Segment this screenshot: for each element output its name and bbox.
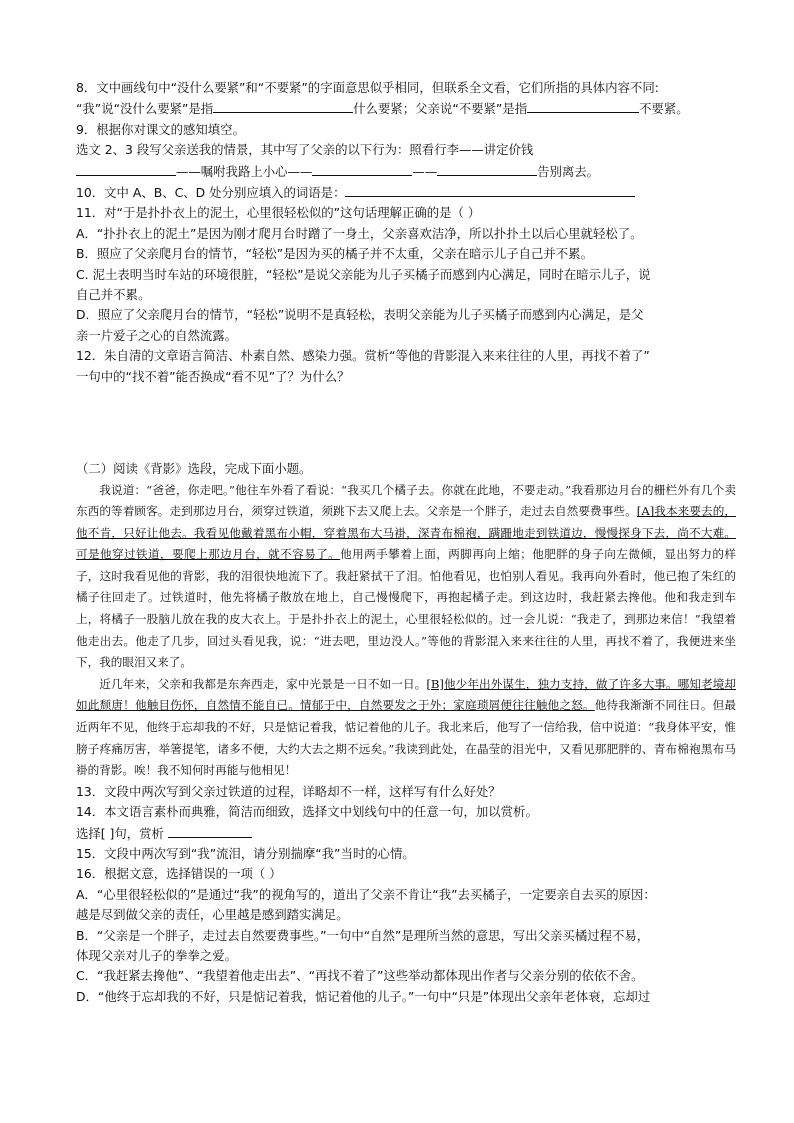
question-14-answer: 选择[ ]句，赏析	[76, 823, 736, 844]
answer-blank[interactable]	[437, 161, 537, 176]
answer-blank[interactable]	[76, 161, 176, 176]
question-15: 15．文段中两次写到“我”流泪，请分别揣摩“我”当时的心情。	[76, 846, 415, 862]
question-11-option-d[interactable]: D．照应了父亲爬月台的情节，“轻松”说明不是真轻松，表明父亲能为儿子买橘子而感到内心满足，是父	[76, 307, 644, 323]
question-9-blanks: ——嘱咐我路上小心—— —— 告别离去。	[76, 161, 736, 182]
answer-blank[interactable]	[213, 98, 353, 113]
section-2-heading: （二）阅读《背影》选段，完成下面小题。	[76, 461, 312, 477]
question-16-option-a-cont: 越是尽到做父亲的责任，心里越是感到踏实满足。	[76, 907, 349, 923]
answer-blank[interactable]	[345, 182, 635, 197]
question-10: 10．文中 A、B、C、D 处分别应填入的词语是：	[76, 182, 736, 203]
question-11-option-d-cont: 亲一片爱子之心的自然流露。	[76, 327, 238, 343]
question-11-option-c[interactable]: C. 泥土表明当时车站的环境很脏，“轻松”是说父亲能为儿子买橘子而感到内心满足，同时在暗示儿子，说	[76, 266, 651, 282]
question-8-line2: “我”说“没什么要紧”是指 什么要紧；父亲说“不要紧”是指 不要紧。	[76, 98, 736, 119]
question-12: 12．朱自清的文章语言简洁、朴素自然、感染力强。赏析“等他的背影混入来来往往的人里，再找不着了”	[76, 348, 650, 364]
question-14: 14．本文语言素朴而典雅，简洁而细致，选择文中划线句中的任意一句，加以赏析。	[76, 804, 538, 820]
question-16-option-b-cont: 体现父亲对儿子的拳拳之爱。	[76, 948, 238, 964]
question-12-cont: 一句中的“找不着”能否换成“看不见”了？为什么？	[76, 368, 350, 384]
question-16-option-c[interactable]: C．“我赶紧去搀他”、“我望着他走出去”、“再找不着了”这些举动都体现出作者与父亲分别的依依不舍。	[76, 968, 644, 984]
question-16-option-a[interactable]: A．“心里很轻松似的”是通过“我”的视角写的，道出了父亲不肯让“我”去买橘子，一定要亲自去买的原因：	[76, 886, 656, 902]
underlined-sentence-a: [A]我本来要去的，他不肯，只好让他去。我看见他戴着黑布小帽，穿着黑布大马褂，深青布棉袍，蹒跚地走到铁道边，慢慢探身下去，尚不大难。可是他穿过铁道，要爬上那边月台，就不容易了。	[76, 504, 736, 562]
question-16: 16．根据文意，选择错误的一项（ ）	[76, 866, 282, 882]
answer-blank[interactable]	[527, 98, 639, 113]
question-11-option-b[interactable]: B．照应了父亲爬月台的情节，“轻松”是因为买的橘子并不太重，父亲在暗示儿子自己并不累。	[76, 246, 593, 262]
question-9: 9．根据你对课文的感知填空。	[76, 121, 245, 137]
passage-paragraph-2: 近几年来，父亲和我都是东奔西走，家中光景是一日不如一日。[B]他少年出外谋生，独力支持，做了许多大事。哪知老境却如此颓唐！他触目伤怀，自然情不能自已。情郁于中，自然要发之于外；家庭琐屑便往往触他之怒。他待我渐渐不同往日。但最近两年不见，他终于忘却我的不好，只是惦记着我，惦记着他的儿子。我北来后，他写了一信给我，信中说道：“我身体平安，惟膀子疼痛厉害，举箸提笔，诸多不便，大约大去之期不远矣。”我读到此处，在晶莹的泪光中，又看见那肥胖的、青布棉袍黑布马褂的背影。唉！我不知何时再能与他相见！	[76, 676, 736, 778]
question-11-option-c-cont: 自己并不累。	[76, 287, 151, 303]
answer-blank[interactable]	[312, 161, 412, 176]
answer-space	[76, 387, 736, 459]
question-11-option-a[interactable]: A．“扑扑衣上的泥土”是因为刚才爬月台时蹭了一身土，父亲喜欢洁净，所以扑扑土以后心里就轻松了。	[76, 225, 643, 241]
question-16-option-b[interactable]: B．“父亲是一个胖子，走过去自然要费事些。”一句中“自然”是理所当然的意思，写出父亲买橘过程不易，	[76, 927, 650, 943]
underlined-sentence-b: [B]他少年出外谋生，独力支持，做了许多大事。哪知老境却如此颓唐！他触目伤怀，自然情不能自已。情郁于中，自然要发之于外；家庭琐屑便往往触他之怒。	[76, 676, 736, 713]
worksheet-page	[76, 78, 736, 1007]
question-16-option-d[interactable]: D．“他终于忘却我的不好，只是惦记着我，惦记着他的儿子。”一句中“只是”体现出父亲年老体衰，忘却过	[76, 988, 651, 1004]
question-8-line1: 8．文中画线句中“没什么要紧”和“不要紧”的字面意思似乎相同，但联系全文看，它们所指的具体内容不同:	[76, 80, 659, 95]
question-13: 13．文段中两次写到父亲过铁道的过程，详略却不一样，这样写有什么好处？	[76, 783, 501, 799]
passage-paragraph-1: 我说道：“爸爸，你走吧。”他往车外看了看说：“我买几个橘子去。你就在此地，不要走动。”我看那边月台的栅栏外有几个卖东西的等着顾客。走到那边月台，须穿过铁道，须跳下去又爬上去。父亲是一个胖子，走过去自然要费事些。[A]我本来要去的，他不肯，只好让他去。我看见他戴着黑布小帽，穿着黑布大马褂，深青布棉袍，蹒跚地走到铁道边，慢慢探身下去，尚不大难。可是他穿过铁道，要爬上那边月台，就不容易了。他用两手攀着上面，两脚再向上缩；他肥胖的身子向左微倾，显出努力的样子，这时我看见他的背影，我的泪很快地流下了。我赶紧拭干了泪。怕他看见，也怕别人看见。我再向外看时，他已抱了朱红的橘子往回走了。过铁道时，他先将橘子散放在地上，自己慢慢爬下，再抱起橘子走。到这边时，我赶紧去搀他。他和我走到车上，将橘子一股脑儿放在我的皮大衣上。于是扑扑衣上的泥土，心里很轻松似的。过一会儿说：“我走了，到那边来信！”我望着他走出去。他走了几步，回过头看见我，说：“进去吧，里边没人。”等他的背影混入来来往往的人里，再找不着了，我便进来坐下，我的眼泪又来了。	[76, 482, 736, 670]
question-11: 11．对“于是扑扑衣上的泥土，心里很轻松似的”这句话理解正确的是（ ）	[76, 205, 481, 221]
answer-blank[interactable]	[168, 823, 252, 838]
question-9-prompt: 选文 2、3 段写父亲送我的情景，其中写了父亲的以下行为：照看行李——讲定价钱	[76, 142, 534, 158]
